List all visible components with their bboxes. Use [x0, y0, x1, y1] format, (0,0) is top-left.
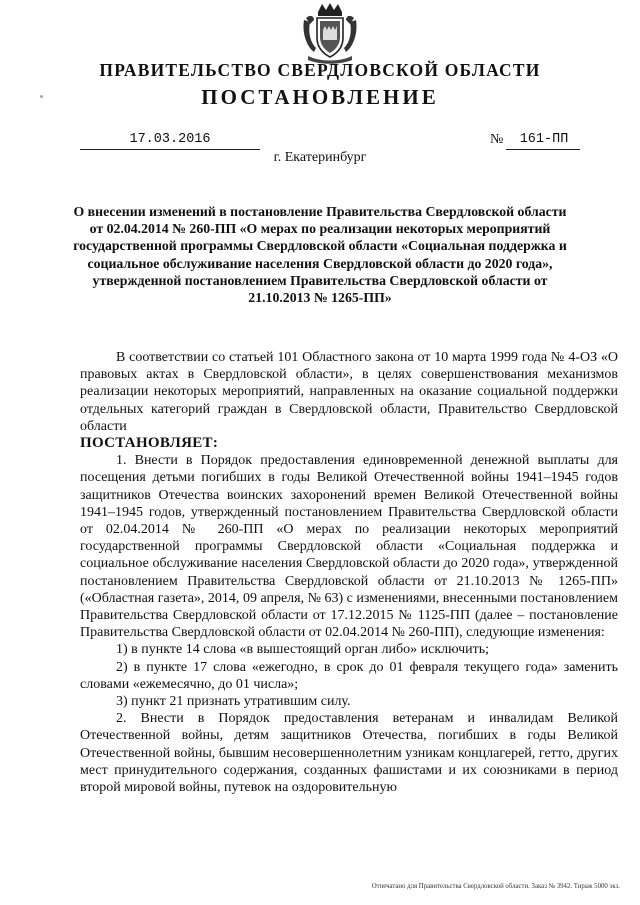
- document-type: ПОСТАНОВЛЕНИЕ: [201, 85, 439, 109]
- government-title: ПРАВИТЕЛЬСТВО СВЕРДЛОВСКОЙ ОБЛАСТИ: [99, 60, 541, 80]
- margin-dot: [40, 95, 43, 98]
- item-1-subitem-2: 2) в пункте 17 слова «ежегодно, в срок до 01 февраля текущего года» заменить словами «ежемесячно, до 01 числа»;: [80, 659, 618, 692]
- document-heading: О внесении изменений в постановление Правительства Свердловской области от 02.04.2014 № 260-ПП «О мерах по реализации некоторых мероприятий государственной программы Свердловской области «Социальная поддержка и социальное обслуживание населения Свердловской области до 2020 года», утвержденной постановлением Правительства Свердловской области от 21.10.2013 № 1265-ПП»: [73, 204, 567, 306]
- number-sign: №: [490, 132, 504, 147]
- print-footer: Отпечатано для Правительства Свердловской области. Заказ № 3942. Тираж 5000 экз.: [371, 883, 620, 890]
- item-1-subitem-3: 3) пункт 21 признать утратившим силу.: [116, 694, 351, 710]
- city: г. Екатеринбург: [273, 150, 367, 165]
- document-number: 161-ПП: [519, 132, 569, 147]
- resolves-label: ПОСТАНОВЛЯЕТ:: [80, 435, 219, 452]
- item-2-paragraph: 2. Внести в Порядок предоставления ветеранам и инвалидам Великой Отечественной войны, детям защитников Отечества, погибших в годы Великой Отечественной войны, бывшим несовершеннолетним узникам концлагерей, гетто, других мест принудительного содержания, созданных фашистами и их союзниками в период второй мировой войны, путевок на оздоровительную: [80, 711, 618, 796]
- item-1-subitem-1: 1) в пункте 14 слова «в вышестоящий орган либо» исключить;: [116, 642, 489, 658]
- preamble-paragraph: В соответствии со статьей 101 Областного закона от 10 марта 1999 года № 4-ОЗ «О правовых актах в Свердловской области», в целях совершенствования механизмов реализации некоторых мероприятий, направленных на оказание социальной поддержки отдельных категорий граждан в Свердловской области, Правительство Свердловской области: [80, 350, 618, 434]
- item-1-paragraph: 1. Внести в Порядок предоставления единовременной денежной выплаты для посещения детьми погибших в годы Великой Отечественной войны 1941–1945 годов защитников Отечества воинских захоронений времен Великой Отечественной войны 1941–1945 годов, утвержденный постановлением Правительства Свердловской области от 02.04.2014 № 260-ПП «О мерах по реализации некоторых мероприятий государственной программы Свердловской области «Социальная поддержка и социальное обслуживание населения Свердловской области до 2020 года», утвержденной постановлением Правительства Свердловской области от 21.10.2013 № 1265-ПП» («Областная газета», 2014, 09 апреля, № 63) с изменениями, внесенными постановлением Правительства Свердловской области от 17.12.2015 № 1125-ПП (далее – постановление Правительства Свердловской области от 02.04.2014 № 260-ПП), следующие изменения:: [80, 453, 618, 641]
- document-date: 17.03.2016: [129, 132, 211, 147]
- document-body: [80, 349, 618, 796]
- coat-of-arms-icon: [300, 2, 360, 64]
